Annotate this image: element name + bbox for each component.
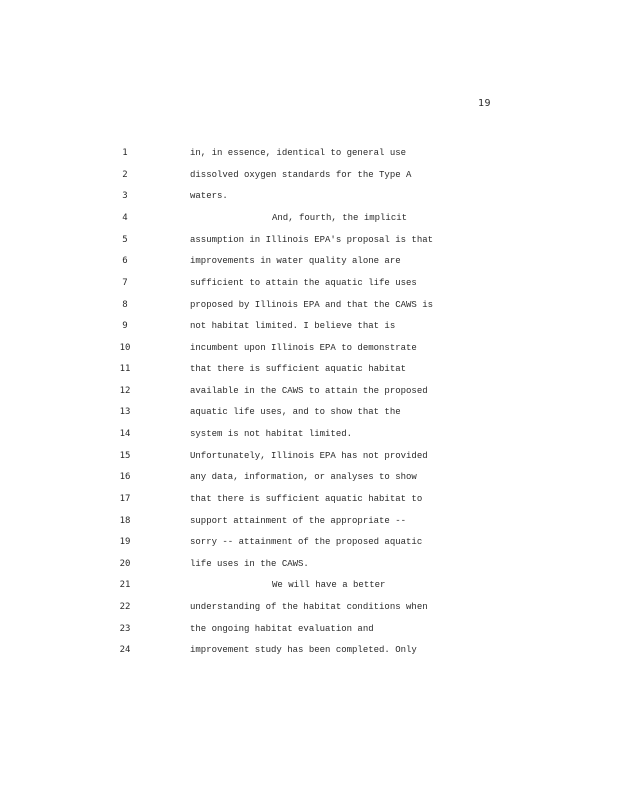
line-number: 8 [122,300,128,310]
transcript-line [0,536,619,552]
line-number: 6 [122,256,128,266]
line-text: sufficient to attain the aquatic life uses [190,278,417,288]
transcript-line [0,234,619,250]
transcript-line [0,169,619,185]
transcript-line [0,320,619,336]
transcript-line [0,190,619,206]
line-number: 3 [122,191,128,201]
line-text: improvements in water quality alone are [190,256,401,266]
transcript-line [0,493,619,509]
transcript-line [0,363,619,379]
line-number: 15 [119,451,131,461]
transcript-line [0,515,619,531]
transcript-line [0,558,619,574]
line-number: 24 [119,645,131,655]
line-number: 16 [119,472,131,482]
line-text: the ongoing habitat evaluation and [190,624,374,634]
transcript-line [0,579,619,595]
line-text: incumbent upon Illinois EPA to demonstrate [190,343,417,353]
transcript-line [0,212,619,228]
line-text: assumption in Illinois EPA's proposal is that [190,235,434,245]
transcript-line [0,623,619,639]
transcript-line [0,342,619,358]
line-text: available in the CAWS to attain the proposed [190,386,428,396]
line-number: 17 [119,494,131,504]
line-number: 4 [122,213,128,223]
transcript-line [0,428,619,444]
transcript-line [0,601,619,617]
line-number: 9 [122,321,128,331]
line-number: 12 [119,386,131,396]
line-number: 1 [122,148,128,158]
line-text: not habitat limited. I believe that is [190,321,396,331]
transcript-line [0,385,619,401]
transcript-line [0,147,619,163]
line-number: 20 [119,559,131,569]
line-number: 11 [119,364,131,374]
transcript-line [0,277,619,293]
line-text: life uses in the CAWS. [190,559,309,569]
line-number: 14 [119,429,131,439]
line-number: 2 [122,170,128,180]
transcript-line [0,450,619,466]
line-number: 5 [122,235,128,245]
line-text: waters. [190,191,228,201]
page-number: 19 [478,98,492,109]
line-number: 22 [119,602,131,612]
transcript-line [0,644,619,660]
line-number: 10 [119,343,131,353]
line-text: We will have a better [272,580,386,590]
line-text: And, fourth, the implicit [272,213,408,223]
line-number: 18 [119,516,131,526]
line-number: 7 [122,278,128,288]
line-text: improvement study has been completed. Only [190,645,417,655]
line-number: 13 [119,407,131,417]
line-number: 23 [119,624,131,634]
line-text: that there is sufficient aquatic habitat [190,364,407,374]
transcript-line [0,299,619,315]
line-text: in, in essence, identical to general use [190,148,407,158]
line-text: that there is sufficient aquatic habitat to [190,494,423,504]
line-text: any data, information, or analyses to show [190,472,417,482]
line-number: 21 [119,580,131,590]
line-text: sorry -- attainment of the proposed aquatic [190,537,423,547]
line-text: dissolved oxygen standards for the Type A [190,170,412,180]
line-text: Unfortunately, Illinois EPA has not provided [190,451,428,461]
line-text: system is not habitat limited. [190,429,353,439]
transcript-line [0,255,619,271]
line-text: aquatic life uses, and to show that the [190,407,401,417]
transcript-line [0,406,619,422]
line-number: 19 [119,537,131,547]
transcript-line [0,471,619,487]
line-text: proposed by Illinois EPA and that the CAWS is [190,300,434,310]
line-text: support attainment of the appropriate -- [190,516,407,526]
line-text: understanding of the habitat conditions when [190,602,428,612]
